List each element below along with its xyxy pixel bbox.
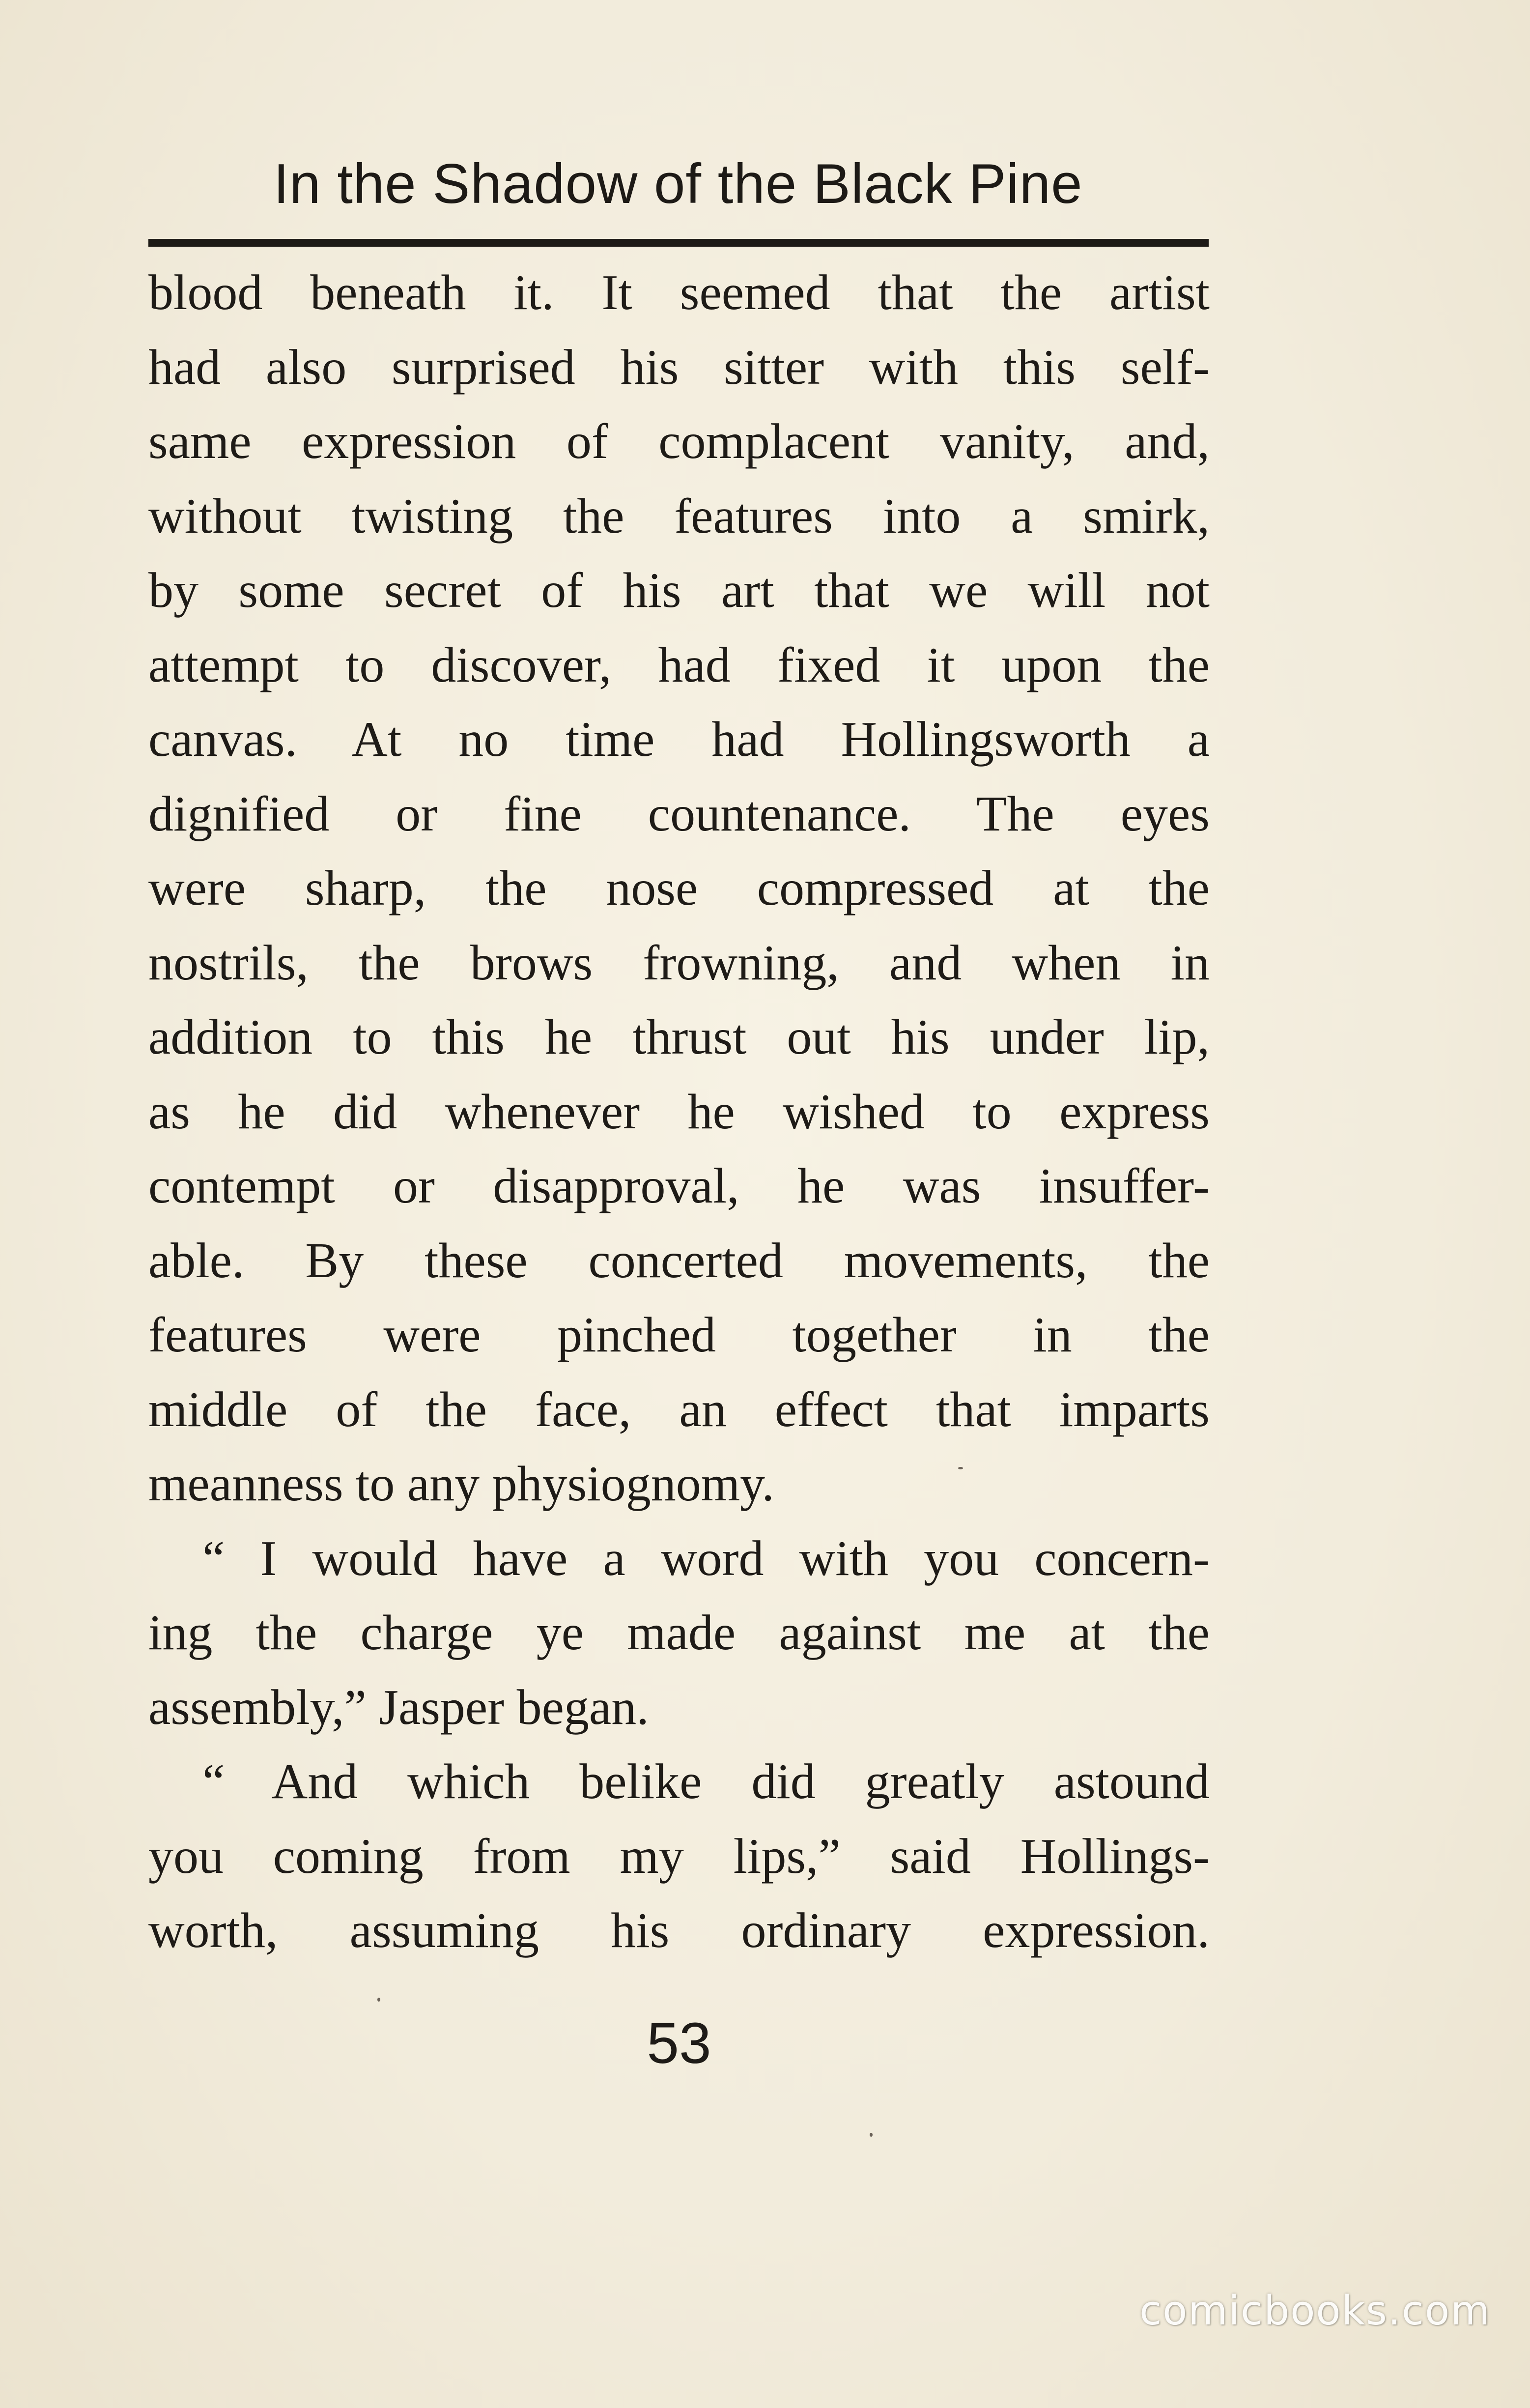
paper-speck (377, 1998, 380, 2002)
text-line: dignified or fine countenance. The eyes (148, 786, 1210, 842)
text-line: were sharp, the nose compressed at the (148, 860, 1210, 916)
text-line: able. By these concerted movements, the (148, 1233, 1210, 1289)
text-line: addition to this he thrust out his under lip, (148, 1009, 1210, 1065)
text-line: contempt or disapproval, he was insuffer- (148, 1158, 1210, 1214)
text-line: blood beneath it. It seemed that the artist (148, 265, 1210, 320)
text-line: had also surprised his sitter with this self- (148, 339, 1210, 395)
text-line: meanness to any physiognomy. (148, 1456, 774, 1512)
paper-speck (958, 1467, 963, 1469)
watermark: comicbooks.com (1139, 2288, 1491, 2334)
text-line: “ I would have a word with you concern- (202, 1530, 1210, 1586)
text-line: without twisting the features into a smirk, (148, 488, 1210, 544)
body-text (148, 256, 1210, 1968)
text-line: you coming from my lips,” said Hollings- (148, 1828, 1210, 1884)
text-line: middle of the face, an effect that imparts (148, 1381, 1210, 1437)
text-line: canvas. At no time had Hollingsworth a (148, 712, 1210, 767)
text-line: same expression of complacent vanity, and, (148, 414, 1210, 469)
text-line: nostrils, the brows frowning, and when in (148, 935, 1210, 991)
page-number: 53 (647, 2011, 711, 2076)
header-rule (148, 239, 1209, 247)
text-line: attempt to discover, had fixed it upon the (148, 637, 1210, 693)
text-line: features were pinched together in the (148, 1307, 1210, 1363)
text-line: as he did whenever he wished to express (148, 1084, 1210, 1140)
text-line: by some secret of his art that we will not (148, 563, 1210, 618)
running-head: In the Shadow of the Black Pine (273, 153, 1083, 215)
text-line: worth, assuming his ordinary expression. (148, 1903, 1210, 1958)
text-line: “ And which belike did greatly astound (202, 1754, 1210, 1809)
text-line: assembly,” Jasper began. (148, 1679, 649, 1735)
paper-speck (870, 2133, 873, 2137)
text-line: ing the charge ye made against me at the (148, 1605, 1210, 1661)
